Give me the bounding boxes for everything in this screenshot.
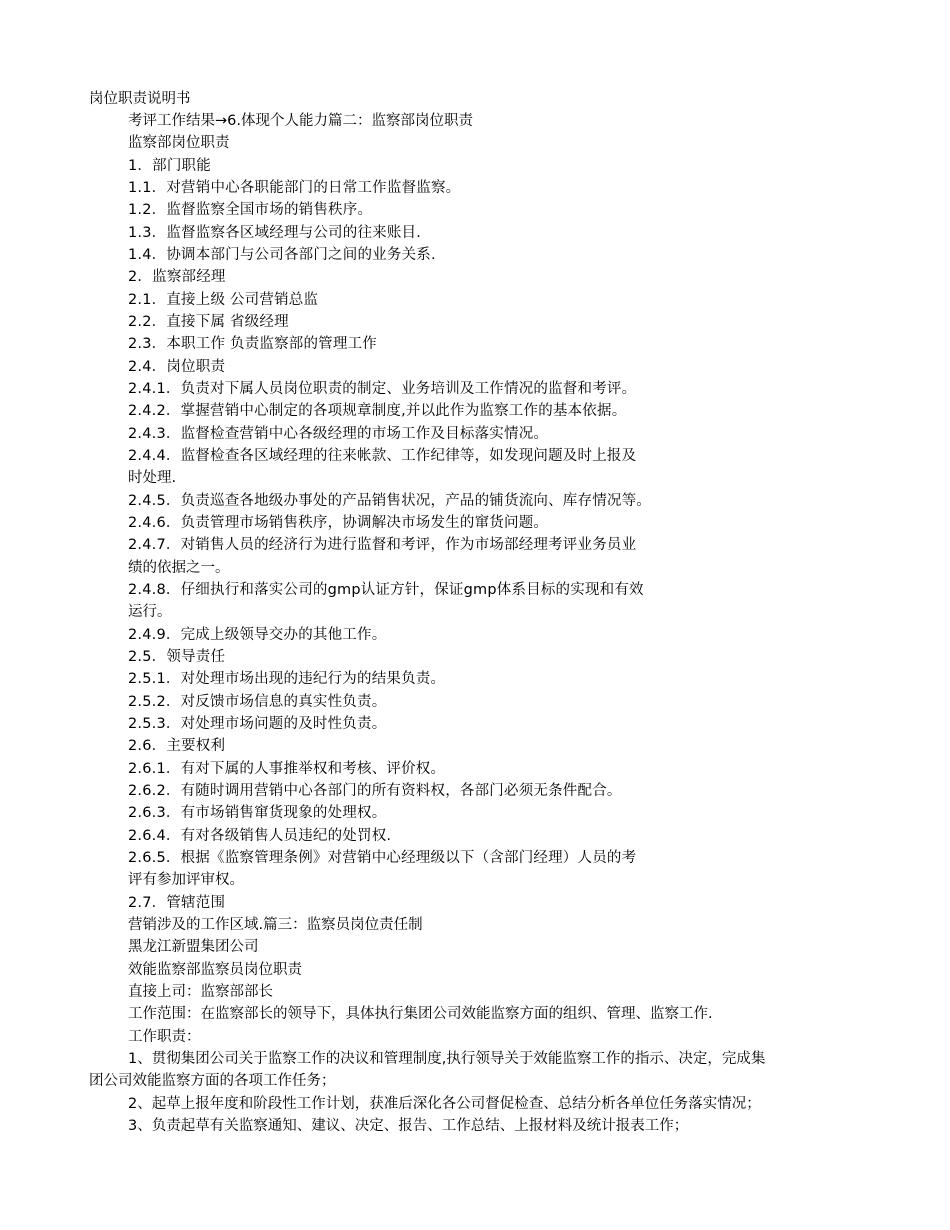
text-line: 1.3．监督监察各区域经理与公司的往来账目. [128, 225, 422, 241]
text-line: 2.5.1．对处理市场出现的违纪行为的结果负责。 [128, 671, 446, 687]
text-line: 2.6．主要权利 [128, 738, 226, 754]
text-line: 2.1．直接上级 公司营销总监 [128, 292, 319, 308]
text-line: 1.4．协调本部门与公司各部门之间的业务关系. [128, 247, 436, 263]
text-line: 效能监察部监察员岗位职责 [128, 962, 302, 978]
text-line: 2.3．本职工作 负责监察部的管理工作 [128, 336, 377, 352]
text-line: 营销涉及的工作区域.篇三：监察员岗位责任制 [128, 917, 423, 933]
text-line: 2.5.3．对处理市场问题的及时性负责。 [128, 716, 387, 732]
text-line: 2.4.3．监督检查营销中心各级经理的市场工作及目标落实情况。 [128, 426, 549, 442]
text-line: 2.2．直接下属 省级经理 [128, 314, 289, 330]
text-line: 2.7．管辖范围 [128, 895, 226, 911]
text-line: 2、起草上报年度和阶段性工作计划，获准后深化各公司督促检查、总结分析各单位任务落实情况； [128, 1096, 761, 1112]
text-line: 工作职责： [128, 1029, 201, 1045]
text-line: 评有参加评审权。 [128, 872, 244, 888]
text-line: 2.4.7．对销售人员的经济行为进行监督和考评，作为市场部经理考评业务员业 [128, 537, 637, 553]
text-line: 时处理. [128, 470, 177, 486]
section-heading: 监察部岗位职责 [128, 135, 230, 151]
doc-title: 岗位职责说明书 [89, 91, 191, 107]
text-line: 2.6.4．有对各级销售人员违纪的处罚权. [128, 828, 392, 844]
text-line: 2.5．领导责任 [128, 649, 226, 665]
text-line: 绩的依据之一。 [128, 560, 230, 576]
text-line: 运行。 [128, 604, 172, 620]
text-line: 直接上司：监察部部长 [128, 984, 273, 1000]
text-line: 2.4．岗位职责 [128, 359, 226, 375]
text-line: 2.4.2．掌握营销中心制定的各项规章制度,并以此作为监察工作的基本依据。 [128, 403, 627, 419]
text-line: 1.2．监督监察全国市场的销售秩序。 [128, 202, 373, 218]
text-line: 黑龙江新盟集团公司 [128, 939, 259, 955]
text-line: 2.6.3．有市场销售窜货现象的处理权。 [128, 805, 387, 821]
text-line: 3、负责起草有关监察通知、建议、决定、报告、工作总结、上报材料及统计报表工作； [128, 1118, 689, 1134]
text-line: 2.5.2．对反馈市场信息的真实性负责。 [128, 694, 387, 710]
text-line: 1、贯彻集团公司关于监察工作的决议和管理制度,执行领导关于效能监察工作的指示、决定，完成集 [128, 1051, 766, 1067]
text-line: 2.4.4．监督检查各区域经理的往来帐款、工作纪律等，如发现问题及时上报及 [128, 448, 637, 464]
text-line: 2.6.2．有随时调用营销中心各部门的所有资料权，各部门必须无条件配合。 [128, 783, 622, 799]
text-line: 团公司效能监察方面的各项工作任务； [89, 1073, 336, 1089]
text-line: 2.4.1．负责对下属人员岗位职责的制定、业务培训及工作情况的监督和考评。 [128, 381, 637, 397]
text-line: 工作范围：在监察部长的领导下，具体执行集团公司效能监察方面的组织、管理、监察工作. [128, 1006, 713, 1022]
text-line: 2.4.9．完成上级领导交办的其他工作。 [128, 627, 387, 643]
text-line: 2.4.8．仔细执行和落实公司的gmp认证方针，保证gmp体系目标的实现和有效 [128, 582, 644, 598]
text-line: 2.4.6．负责管理市场销售秩序，协调解决市场发生的窜货问题。 [128, 515, 549, 531]
text-line: 2.6.5．根据《监察管理条例》对营销中心经理级以下（含部门经理）人员的考 [128, 850, 637, 866]
text-line: 1．部门职能 [128, 158, 211, 174]
text-line: 考评工作结果→6.体现个人能力篇二：监察部岗位职责 [128, 113, 473, 129]
text-line: 2.4.5．负责巡查各地级办事处的产品销售状况，产品的铺货流向、库存情况等。 [128, 493, 651, 509]
text-line: 1.1．对营销中心各职能部门的日常工作监督监察。 [128, 180, 461, 196]
text-line: 2.6.1．有对下属的人事推举权和考核、评价权。 [128, 761, 446, 777]
text-line: 2．监察部经理 [128, 269, 226, 285]
